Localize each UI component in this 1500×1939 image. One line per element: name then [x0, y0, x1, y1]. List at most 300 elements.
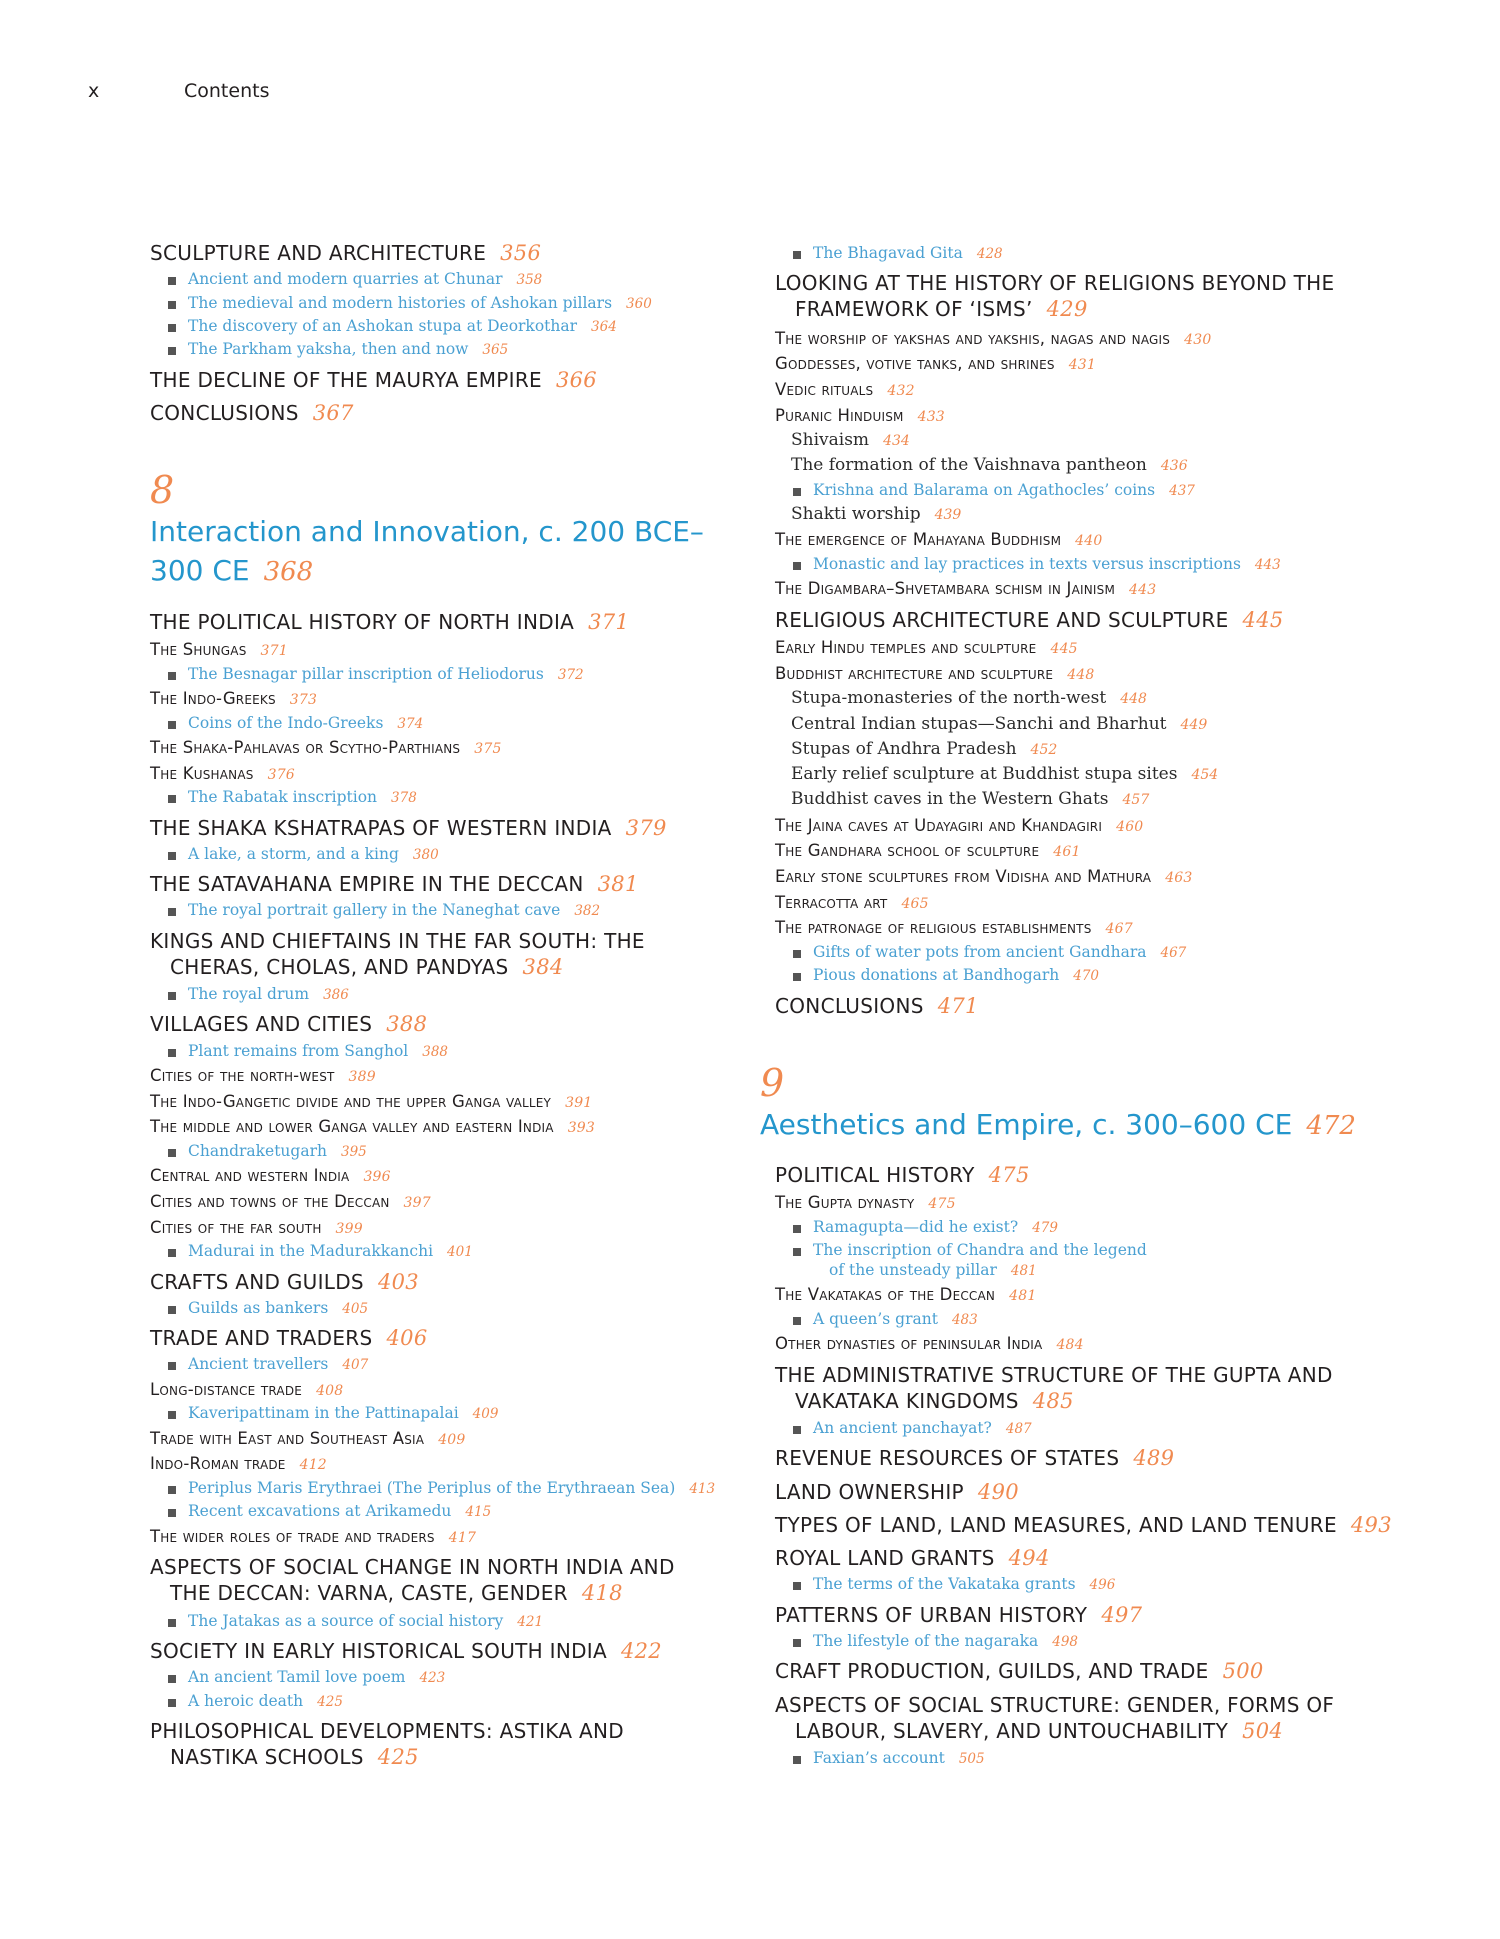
page-number: 448	[1120, 691, 1147, 708]
page-number: 493	[1350, 1512, 1392, 1537]
toc-subsection[interactable]	[150, 689, 710, 710]
page-number: 366	[555, 367, 597, 392]
toc-section[interactable]	[150, 240, 710, 266]
entry-label: Early Hindu temples and sculpture	[775, 638, 1037, 658]
entry-label: The Bhagavad Gita	[813, 244, 963, 262]
toc-box-entry[interactable]	[150, 1692, 710, 1711]
page-number: 440	[1075, 533, 1103, 550]
entry-label: The middle and lower Ganga valley and eastern India	[150, 1117, 554, 1137]
page-number: 436	[1160, 458, 1188, 475]
entry-label: A heroic death	[188, 1691, 304, 1710]
toc-box-entry[interactable]	[775, 1218, 1395, 1237]
entry-label: SCULPTURE AND ARCHITECTURE	[150, 241, 487, 265]
entry-label: Periplus Maris Erythraei (The Periplus of the Erythraean Sea)	[188, 1479, 676, 1498]
toc-subsection[interactable]	[150, 1380, 710, 1401]
toc-box-entry[interactable]	[775, 943, 1395, 962]
toc-box-entry[interactable]	[150, 985, 710, 1004]
entry-label: The Indo-Gangetic divide and the upper Ganga valley	[150, 1091, 552, 1111]
entry-label: Puranic Hinduism	[775, 405, 904, 425]
entry-label: THE SHAKA KSHATRAPAS OF WESTERN INDIA	[150, 815, 612, 840]
entry-label: The Jatakas as a source of social history	[188, 1611, 504, 1630]
toc-minor-entry[interactable]	[775, 739, 1395, 760]
chapter-title-text: Aesthetics and Empire, c. 300–600 CE	[760, 1107, 1293, 1141]
toc-section[interactable]	[775, 1602, 1395, 1628]
page-number: 487	[1005, 1420, 1032, 1437]
page-number: 375	[474, 740, 502, 757]
page-number: 374	[397, 715, 424, 732]
toc-box-entry[interactable]	[150, 1404, 710, 1423]
entry-label: The Digambara–Shvetambara schism in Jainism	[775, 579, 1116, 599]
toc-box-entry[interactable]	[150, 1612, 710, 1631]
toc-subsection[interactable]	[775, 1285, 1395, 1306]
page-number: 425	[317, 1693, 343, 1710]
entry-label: Buddhist caves in the Western Ghats	[791, 789, 1109, 810]
entry-label: Ancient travellers	[188, 1355, 329, 1374]
toc-section[interactable]	[150, 1269, 710, 1295]
entry-label: Cities of the north-west	[150, 1066, 335, 1086]
toc-box-entry[interactable]	[150, 901, 710, 920]
toc-subsection[interactable]	[150, 1192, 710, 1213]
entry-label: KINGS AND CHIEFTAINS IN THE FAR SOUTH: THE CHERAS, CHOLAS, AND PANDYAS	[150, 928, 645, 979]
page-number: 484	[1056, 1336, 1084, 1353]
toc-subsection[interactable]	[775, 638, 1395, 659]
page-number: 386	[323, 987, 349, 1004]
entry-label: LAND OWNERSHIP	[775, 1479, 964, 1504]
entry-label: Cities of the far south	[150, 1217, 322, 1237]
page-number: 472	[1306, 1110, 1356, 1141]
entry-label: Ancient and modern quarries at Chunar	[188, 270, 503, 289]
toc-box-entry[interactable]	[150, 1299, 710, 1318]
entry-label: Kaveripattinam in the Pattinapalai	[188, 1404, 459, 1423]
page-number: 433	[917, 408, 945, 425]
chapter-heading[interactable]	[760, 1060, 1395, 1144]
running-title: Contents	[184, 80, 270, 102]
entry-label: Stupa-monasteries of the north-west	[791, 688, 1107, 709]
toc-subsection[interactable]	[150, 1117, 710, 1138]
chapter-title-text: Interaction and Innovation, c. 200 BCE–300 CE	[150, 515, 704, 588]
running-head	[88, 80, 269, 102]
toc-box-entry[interactable]	[775, 244, 1395, 263]
page-number: 356	[500, 241, 542, 265]
entry-label: Chandraketugarh	[188, 1141, 327, 1160]
entry-label: ROYAL LAND GRANTS	[775, 1546, 995, 1571]
entry-label: A lake, a storm, and a king	[188, 844, 399, 863]
page-number: 434	[883, 433, 910, 450]
entry-label: Long-distance trade	[150, 1379, 303, 1399]
page-number: 403	[377, 1269, 419, 1294]
page-number: 481	[1010, 1262, 1037, 1279]
entry-label: POLITICAL HISTORY	[775, 1162, 975, 1187]
page-number: 407	[342, 1357, 369, 1374]
entry-label: The emergence of Mahayana Buddhism	[775, 530, 1062, 550]
page-number: 391	[565, 1094, 593, 1111]
toc-section[interactable]	[150, 1325, 710, 1351]
toc-subsection[interactable]	[775, 918, 1395, 939]
page-number: 418	[581, 1581, 623, 1606]
entry-label: Guilds as bankers	[188, 1298, 329, 1317]
chapter-heading[interactable]	[150, 470, 710, 590]
toc-section[interactable]	[150, 1011, 710, 1037]
entry-label: Indo-Roman trade	[150, 1454, 286, 1474]
toc-box-entry[interactable]	[775, 1632, 1395, 1651]
toc-minor-entry[interactable]	[775, 688, 1395, 709]
entry-label: The formation of the Vaishnava pantheon	[791, 455, 1147, 476]
page-number: 481	[1009, 1287, 1037, 1304]
page-number: 500	[1222, 1659, 1264, 1684]
toc-minor-entry[interactable]	[775, 789, 1395, 810]
page-number: 489	[1133, 1446, 1175, 1471]
toc-box-entry[interactable]	[150, 1668, 710, 1687]
entry-label: Central and western India	[150, 1166, 350, 1186]
contents-column-right	[760, 240, 1395, 1768]
page-number: 409	[472, 1406, 499, 1423]
toc-subsection[interactable]	[150, 1166, 710, 1187]
toc-subsection[interactable]	[775, 579, 1395, 600]
page-number: 372	[557, 666, 584, 683]
entry-label: REVENUE RESOURCES OF STATES	[775, 1446, 1120, 1471]
page-number: 475	[928, 1196, 956, 1213]
toc-minor-entry[interactable]	[775, 455, 1395, 476]
entry-label: The royal portrait gallery in the Naneghat cave	[188, 901, 561, 920]
page-number: 445	[1050, 641, 1078, 658]
toc-box-entry[interactable]	[150, 1502, 710, 1521]
page-number: 422	[620, 1639, 662, 1664]
toc-subsection[interactable]	[775, 354, 1395, 375]
page-number: 409	[438, 1431, 466, 1448]
entry-label: Plant remains from Sanghol	[188, 1041, 409, 1060]
toc-section[interactable]	[775, 993, 1395, 1019]
toc-section[interactable]	[775, 1479, 1395, 1505]
toc-minor-entry[interactable]	[775, 504, 1395, 525]
chapter-title	[150, 512, 710, 591]
chapter-title	[760, 1105, 1395, 1144]
entry-label: CONCLUSIONS	[150, 401, 299, 425]
entry-label: CRAFTS AND GUILDS	[150, 1269, 364, 1294]
toc-subsection[interactable]	[150, 1092, 710, 1113]
page-number: 449	[1180, 716, 1208, 733]
entry-label: The inscription of Chandra and the legend	[813, 1241, 1147, 1260]
page-number: 371	[588, 609, 630, 634]
toc-section[interactable]	[775, 1545, 1395, 1571]
page-number: 452	[1030, 741, 1058, 758]
page-number: 430	[1184, 331, 1212, 348]
toc-subsection[interactable]	[775, 1334, 1395, 1355]
page-number: 504	[1242, 1718, 1284, 1743]
contents-column-left	[150, 240, 716, 1771]
page-number: 368	[263, 557, 314, 588]
toc-section[interactable]	[150, 928, 710, 981]
page-number: 388	[386, 1012, 428, 1037]
page-number: 445	[1242, 607, 1284, 632]
entry-label: The terms of the Vakataka grants	[813, 1575, 1076, 1594]
entry-label: ASPECTS OF SOCIAL STRUCTURE: GENDER, FORMS OF LABOUR, SLAVERY, AND UNTOUCHABILITY	[775, 1692, 1335, 1743]
entry-label: Goddesses, votive tanks, and shrines	[775, 354, 1055, 374]
toc-box-entry[interactable]	[150, 270, 710, 289]
page-number: 460	[1116, 818, 1144, 835]
entry-label: Vedic rituals	[775, 379, 874, 399]
entry-label: The discovery of an Ashokan stupa at Deorkothar	[188, 317, 578, 335]
toc-box-entry[interactable]	[775, 555, 1395, 574]
entry-label: A queen’s grant	[813, 1309, 938, 1328]
page-number: 388	[422, 1043, 449, 1060]
page-number: 389	[348, 1069, 376, 1086]
toc-box-entry[interactable]	[150, 1242, 710, 1261]
entry-label: THE POLITICAL HISTORY OF NORTH INDIA	[150, 609, 575, 634]
toc-subsection[interactable]	[150, 1429, 710, 1450]
page-number: 428	[976, 246, 1003, 262]
entry-label: Ramagupta—did he exist?	[813, 1217, 1019, 1236]
page-number: 505	[958, 1750, 985, 1767]
entry-label: PHILOSOPHICAL DEVELOPMENTS: ASTIKA AND NASTIKA SCHOOLS	[150, 1719, 624, 1770]
entry-label: LOOKING AT THE HISTORY OF RELIGIONS BEYOND THE FRAMEWORK OF ‘ISMS’	[775, 271, 1335, 322]
toc-box-entry[interactable]	[775, 481, 1395, 500]
entry-label: THE ADMINISTRATIVE STRUCTURE OF THE GUPTA AND VAKATAKA KINGDOMS	[775, 1362, 1333, 1413]
entry-label: PATTERNS OF URBAN HISTORY	[775, 1602, 1088, 1627]
page-number: 373	[289, 691, 318, 708]
page-number: 378	[391, 790, 417, 807]
page-number: 396	[363, 1169, 391, 1186]
chapter-number: 8	[150, 468, 175, 513]
entry-label: Madurai in the Madurakkanchi	[188, 1242, 434, 1261]
entry-label: Recent excavations at Arikamedu	[188, 1502, 452, 1521]
entry-label: THE SATAVAHANA EMPIRE IN THE DECCAN	[150, 872, 584, 897]
toc-box-entry[interactable]	[150, 294, 710, 313]
page-number: 421	[517, 1613, 544, 1630]
entry-label: The Shaka-Pahlavas or Scytho-Parthians	[150, 737, 461, 757]
page-number: 439	[934, 507, 962, 524]
toc-subsection[interactable]	[775, 406, 1395, 427]
page-number: 415	[465, 1504, 492, 1521]
chapter-number: 9	[760, 1060, 785, 1105]
page-number: 496	[1089, 1577, 1116, 1594]
entry-label: The wider roles of trade and traders	[150, 1526, 435, 1546]
toc-section[interactable]	[775, 1512, 1395, 1538]
entry-label: VILLAGES AND CITIES	[150, 1012, 373, 1037]
entry-label: Early relief sculpture at Buddhist stupa sites	[791, 764, 1178, 785]
entry-label: Stupas of Andhra Pradesh	[791, 738, 1017, 759]
page-folio: x	[88, 80, 100, 102]
toc-section[interactable]	[775, 607, 1395, 633]
page-number: 364	[591, 319, 617, 335]
page-number: 358	[516, 272, 543, 289]
page-number: 399	[335, 1220, 363, 1237]
toc-subsection[interactable]	[775, 664, 1395, 685]
entry-label: The Besnagar pillar inscription of Heliodorus	[188, 664, 544, 683]
entry-label: An ancient Tamil love poem	[188, 1668, 406, 1687]
toc-subsection[interactable]	[775, 530, 1395, 551]
entry-label: The Jaina caves at Udayagiri and Khandagiri	[775, 815, 1103, 835]
page-number: 471	[937, 993, 979, 1018]
page-number: 475	[988, 1162, 1030, 1187]
toc-subsection[interactable]	[150, 1066, 710, 1087]
toc-box-entry[interactable]	[150, 1142, 710, 1161]
page-number: 397	[403, 1194, 431, 1211]
toc-subsection[interactable]	[150, 764, 710, 785]
entry-label: The Vakatakas of the Deccan	[775, 1284, 996, 1304]
toc-section[interactable]	[775, 1692, 1395, 1745]
toc-subsection[interactable]	[150, 738, 710, 759]
entry-label: The Rabatak inscription	[188, 788, 378, 807]
page-number: 443	[1254, 556, 1281, 573]
toc-section[interactable]	[150, 1638, 710, 1664]
toc-subsection[interactable]	[775, 893, 1395, 914]
page-number: 432	[887, 382, 915, 399]
toc-subsection[interactable]	[150, 1218, 710, 1239]
entry-label: An ancient panchayat?	[813, 1418, 992, 1437]
page-number: 479	[1032, 1219, 1058, 1236]
entry-label: Buddhist architecture and sculpture	[775, 663, 1054, 683]
toc-minor-entry[interactable]	[775, 714, 1395, 735]
page-number: 412	[299, 1457, 327, 1474]
toc-box-entry[interactable]	[150, 317, 710, 336]
toc-minor-entry[interactable]	[775, 764, 1395, 785]
page-number: 498	[1052, 1633, 1079, 1650]
toc-section[interactable]	[775, 1362, 1395, 1415]
toc-box-entry[interactable]	[150, 1479, 716, 1498]
page-number: 443	[1129, 582, 1157, 599]
toc-box-entry[interactable]	[150, 845, 710, 864]
entry-label: The Kushanas	[150, 763, 254, 783]
page-number: 431	[1068, 357, 1097, 374]
toc-subsection[interactable]	[775, 1193, 1395, 1214]
entry-label: The royal drum	[188, 985, 310, 1004]
toc-box-entry[interactable]	[775, 1419, 1395, 1438]
toc-section[interactable]	[150, 400, 710, 426]
page-number: 406	[386, 1326, 428, 1351]
page-number: 380	[412, 846, 439, 863]
toc-subsection[interactable]	[775, 816, 1395, 837]
page-number: 467	[1105, 921, 1133, 938]
toc-section[interactable]	[150, 815, 710, 841]
page-number: 465	[901, 895, 929, 912]
page-number: 497	[1101, 1602, 1143, 1627]
entry-label-continued: of the unsteady pillar 481	[829, 1260, 1037, 1279]
page-number: 413	[689, 1481, 716, 1498]
toc-subsection[interactable]	[150, 1454, 710, 1475]
entry-label: SOCIETY IN EARLY HISTORICAL SOUTH INDIA	[150, 1639, 607, 1664]
toc-subsection[interactable]	[150, 640, 710, 661]
entry-label: THE DECLINE OF THE MAURYA EMPIRE	[150, 367, 542, 392]
page-number: 401	[447, 1244, 473, 1261]
toc-section[interactable]	[150, 871, 710, 897]
toc-section[interactable]	[150, 1554, 710, 1607]
page-number: 417	[448, 1529, 477, 1546]
toc-section[interactable]	[775, 1445, 1395, 1471]
toc-subsection[interactable]	[775, 867, 1395, 888]
entry-label: Trade with East and Southeast Asia	[150, 1428, 425, 1448]
toc-section[interactable]	[775, 270, 1395, 323]
entry-label: The Indo-Greeks	[150, 688, 276, 708]
toc-box-entry[interactable]	[775, 1310, 1395, 1329]
toc-subsection[interactable]	[775, 841, 1395, 862]
toc-subsection[interactable]	[775, 329, 1395, 350]
page-number: 395	[340, 1143, 367, 1160]
entry-label: The lifestyle of the nagaraka	[813, 1631, 1039, 1650]
toc-minor-entry[interactable]	[775, 430, 1395, 451]
entry-label: Monastic and lay practices in texts versus inscriptions	[813, 554, 1241, 573]
entry-label: Central Indian stupas—Sanchi and Bharhut	[791, 713, 1167, 734]
page-number: 429	[1046, 297, 1088, 322]
entry-label: Early stone sculptures from Vidisha and Mathura	[775, 866, 1152, 886]
entry-label: Shakti worship	[791, 504, 921, 525]
page-number: 454	[1191, 767, 1219, 784]
entry-label: Coins of the Indo-Greeks	[188, 713, 384, 732]
page-number: 367	[312, 401, 354, 425]
entry-label: Faxian’s account	[813, 1748, 945, 1767]
toc-box-entry[interactable]	[150, 1042, 710, 1061]
entry-label: Cities and towns of the Deccan	[150, 1191, 390, 1211]
entry-label: CONCLUSIONS	[775, 993, 924, 1018]
toc-box-entry[interactable]	[150, 340, 710, 359]
page-number: 467	[1160, 944, 1187, 961]
toc-section[interactable]	[775, 1658, 1395, 1684]
entry-label: The Gupta dynasty	[775, 1193, 915, 1213]
entry-label: RELIGIOUS ARCHITECTURE AND SCULPTURE	[775, 607, 1229, 632]
toc-box-entry[interactable]	[150, 665, 710, 684]
toc-box-entry[interactable]	[150, 1355, 710, 1374]
page-number: 494	[1008, 1546, 1050, 1571]
toc-box-entry[interactable]	[775, 1241, 1395, 1280]
page-number: 463	[1165, 869, 1193, 886]
toc-subsection[interactable]	[775, 380, 1395, 401]
page-number: 408	[316, 1382, 344, 1399]
page-number: 470	[1073, 968, 1100, 985]
page-number: 376	[267, 766, 295, 783]
page-number: 379	[625, 815, 667, 840]
page-number: 457	[1122, 792, 1150, 809]
entry-label: The medieval and modern histories of Ashokan pillars	[188, 293, 613, 312]
toc-box-entry[interactable]	[775, 1575, 1395, 1594]
entry-label: TYPES OF LAND, LAND MEASURES, AND LAND TENURE	[775, 1512, 1337, 1537]
page-number: 437	[1169, 482, 1195, 499]
page-number: 423	[419, 1670, 446, 1687]
page-number: 371	[260, 642, 288, 659]
page-number: 381	[597, 872, 639, 897]
page-number: 365	[482, 342, 509, 359]
entry-label: The worship of yakshas and yakshis, nagas and nagis	[775, 328, 1171, 348]
entry-label: The Parkham yaksha, then and now	[188, 340, 469, 359]
toc-section[interactable]	[150, 609, 710, 635]
entry-label: Krishna and Balarama on Agathocles’ coins	[813, 480, 1156, 499]
page-number: 384	[522, 954, 564, 979]
entry-label: ASPECTS OF SOCIAL CHANGE IN NORTH INDIA AND THE DECCAN: VARNA, CASTE, GENDER	[150, 1555, 675, 1606]
entry-label: The patronage of religious establishments	[775, 918, 1092, 938]
page-number: 382	[574, 903, 601, 920]
entry-label: TRADE AND TRADERS	[150, 1326, 373, 1351]
page-number: 425	[377, 1745, 419, 1770]
page-number: 360	[626, 295, 652, 312]
entry-label: Gifts of water pots from ancient Gandhara	[813, 942, 1147, 961]
toc-box-entry[interactable]	[150, 788, 710, 807]
toc-subsection[interactable]	[150, 1527, 710, 1548]
entry-label: Terracotta art	[775, 892, 888, 912]
page-number: 490	[977, 1479, 1019, 1504]
toc-box-entry[interactable]	[775, 966, 1395, 985]
entry-label: Shivaism	[791, 430, 870, 451]
page-number: 448	[1067, 666, 1095, 683]
toc-box-entry[interactable]	[775, 1749, 1395, 1768]
toc-section[interactable]	[775, 1162, 1395, 1188]
entry-label: The Gandhara school of sculpture	[775, 841, 1040, 861]
toc-section[interactable]	[150, 1718, 710, 1771]
page-number: 485	[1032, 1388, 1074, 1413]
entry-label: Other dynasties of peninsular India	[775, 1333, 1043, 1353]
toc-box-entry[interactable]	[150, 714, 710, 733]
toc-section[interactable]	[150, 367, 710, 393]
entry-label: The Shungas	[150, 639, 247, 659]
page-number: 405	[342, 1300, 369, 1317]
page-number: 483	[951, 1311, 978, 1328]
